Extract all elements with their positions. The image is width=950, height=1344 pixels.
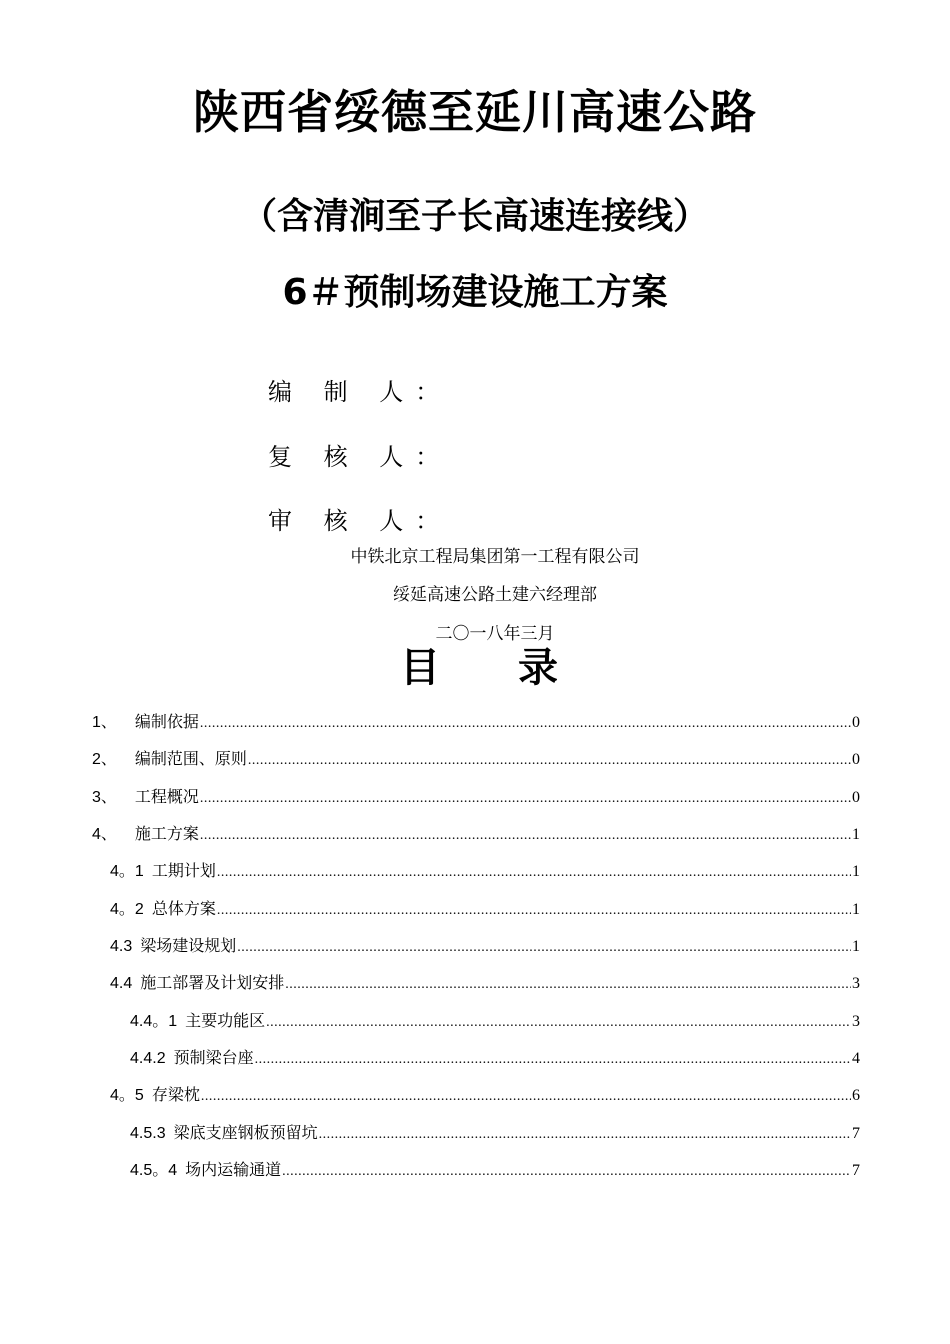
toc-entry-number: 2、 [92,751,117,768]
toc-leader-dots [217,903,851,919]
toc-leader-dots [285,977,851,993]
toc-entry-number: 4.4.2 [130,1050,166,1067]
document-title: 陕西省绥德至延川高速公路 [193,85,757,139]
toc-title-char-2: 录 [518,645,558,691]
toc-entry-page: 0 [852,714,860,731]
toc-entry-number: 4、 [92,826,117,843]
toc-leader-dots [200,791,851,807]
toc-entry-label: 工程概况 [134,787,199,806]
toc-entry-number: 1、 [92,714,117,731]
document-subtitle: （含清涧至子长高速连接线） [240,196,709,237]
toc-entry-label: 场内运输通道 [185,1160,282,1179]
department-name: 绥延高速公路土建六经理部 [393,585,597,605]
toc-entry-number: 4。5 [110,1087,144,1104]
toc-entry-page: 0 [852,789,860,806]
toc-entry-label: 编制范围、原则 [134,749,247,768]
toc-entry-page: 7 [852,1125,860,1142]
toc-entry-number: 4。2 [110,901,144,918]
toc-entry[interactable] [110,858,860,880]
toc-entry-label: 施工部署及计划安排 [140,973,285,992]
toc-entry[interactable] [110,970,860,992]
toc-entry-label: 梁场建设规划 [140,936,237,955]
reviewer-label: 复 核 人： [268,443,452,471]
toc-entry-number: 4.5。4 [130,1162,178,1179]
toc-entry-page: 3 [852,1013,860,1030]
approver-label: 审 核 人： [268,507,452,535]
toc-entry-page: 7 [852,1162,860,1179]
toc-entry-number: 4.4 [110,975,133,992]
toc-entry[interactable] [130,1045,860,1067]
toc-entry[interactable] [110,896,860,918]
toc-entry-label: 施工方案 [134,824,199,843]
toc-entry-page: 1 [852,938,860,955]
toc-entry-number: 4.5.3 [130,1125,166,1142]
toc-entry[interactable] [92,821,860,843]
toc-entry-label: 梁底支座钢板预留坑 [173,1123,318,1142]
toc-entry[interactable] [110,933,860,955]
toc-leader-dots [319,1127,851,1143]
toc-leader-dots [266,1015,851,1031]
toc-entry-page: 0 [852,751,860,768]
toc-entry-page: 3 [852,975,860,992]
toc-leader-dots [255,1052,851,1068]
toc-entry-label: 编制依据 [134,712,199,731]
toc-leader-dots [282,1164,851,1180]
toc-entry[interactable] [130,1157,860,1179]
toc-title-char-1: 目 [400,645,440,691]
toc-entry-number: 4.3 [110,938,133,955]
toc-leader-dots [200,828,851,844]
toc-title [400,636,558,693]
document-date: 二〇一八年三月 [435,624,555,644]
toc-leader-dots [201,1089,851,1105]
toc-entry-label: 工期计划 [151,861,216,880]
toc-leader-dots [200,716,851,732]
toc-entry[interactable] [130,1120,860,1142]
toc-entry[interactable] [92,784,860,806]
toc-entry[interactable] [92,746,860,768]
toc-entry-label: 存梁枕 [151,1085,200,1104]
toc-entry-label: 主要功能区 [185,1011,266,1030]
compiler-label: 编 制 人： [268,378,452,406]
toc-entry-page: 1 [852,901,860,918]
toc-entry-label: 预制梁台座 [173,1048,254,1067]
toc-entry-page: 1 [852,826,860,843]
toc-entry[interactable] [130,1008,860,1030]
toc-entry-number: 4。1 [110,863,144,880]
toc-entry-page: 1 [852,863,860,880]
toc-entry-label: 总体方案 [151,899,216,918]
toc-entry-page: 4 [852,1050,860,1067]
toc-entry-number: 4.4。1 [130,1013,178,1030]
company-name: 中铁北京工程局集团第一工程有限公司 [350,547,640,567]
toc-leader-dots [217,865,851,881]
plan-title: 6＃预制场建设施工方案 [282,272,668,313]
toc-leader-dots [237,940,851,956]
toc-entry-page: 6 [852,1087,860,1104]
toc-leader-dots [248,753,851,769]
toc-entry[interactable] [92,709,860,731]
toc-entry[interactable] [110,1082,860,1104]
toc-entry-number: 3、 [92,789,117,806]
